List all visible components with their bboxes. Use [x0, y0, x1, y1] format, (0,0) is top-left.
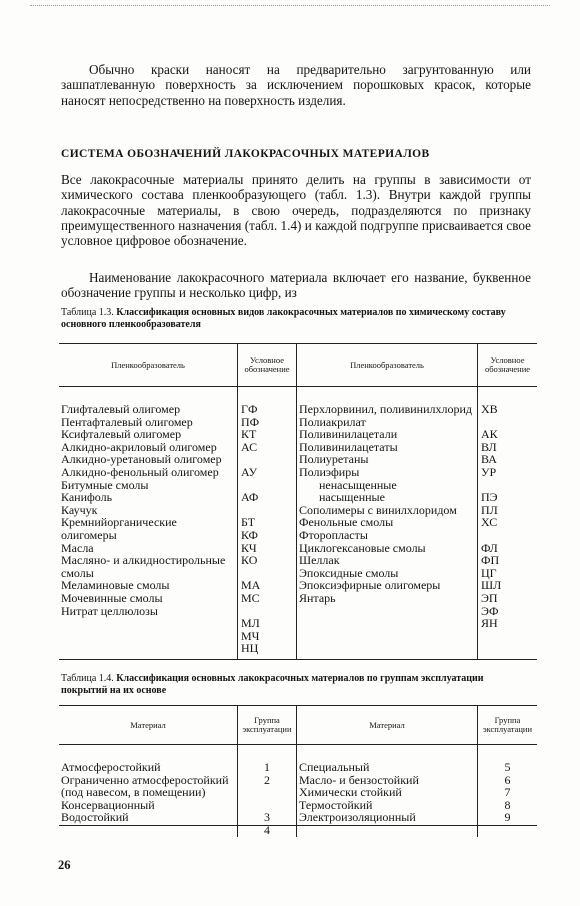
- t13-left-code: МЛ: [241, 616, 260, 631]
- table-1-4-title: Классификация основных лакокрасочных материалов по группам эксплуатации покрытий на их основе: [61, 673, 484, 696]
- t13-right-name: ненасыщенные: [319, 477, 397, 492]
- t14-right-names-column: [296, 745, 477, 837]
- t13-left-name: Мочевинные смолы: [61, 590, 163, 605]
- t13-left-name: Канифоль: [61, 490, 113, 505]
- t13-right-name: Полиакрилат: [299, 414, 366, 429]
- t13-right-name: насыщенные: [319, 490, 385, 505]
- t14-left-name: Ограниченно атмосферостойкий (под навесом, в помещении): [61, 772, 229, 800]
- header-code-right: Условное обозначение: [477, 344, 537, 386]
- t13-left-name: Алкидно-уретановый олигомер: [61, 452, 222, 467]
- t14-right-codes-column: [477, 745, 537, 837]
- t14-right-name: Масло- и бензостойкий: [299, 772, 419, 787]
- table-1-4-body: [59, 745, 537, 837]
- t14-left-names-column: [59, 745, 237, 837]
- t13-right-name: Циклогексановые смолы: [299, 540, 426, 555]
- t13-left-code: МА: [241, 578, 261, 593]
- t13-left-name: Кремнийорганические олигомеры: [61, 515, 177, 542]
- t14-left-name: Водостойкий: [61, 810, 129, 825]
- t13-left-code: АС: [241, 439, 258, 454]
- table-1-3-title: Классификация основных видов лакокрасочных материалов по химическому составу основного пленкообразователя: [61, 307, 506, 330]
- t13-left-name: Глифталевый олигомер: [61, 402, 181, 416]
- t13-left-name: Масла: [61, 540, 94, 555]
- t13-right-code: УР: [481, 464, 497, 479]
- t13-right-code: ВА: [481, 452, 497, 467]
- t13-left-name: Масляно- и алкидностирольные смолы: [61, 553, 226, 580]
- t13-right-code: ВЛ: [481, 439, 497, 454]
- table-1-3: [59, 343, 537, 660]
- paragraph-naming: Наименование лакокрасочного материала включает его название, буквенное обозначение группы и несколько цифр, из: [61, 270, 531, 301]
- t13-right-codes-column: [477, 387, 537, 659]
- t13-right-name: Янтарь: [299, 590, 336, 605]
- t13-left-code: КФ: [241, 527, 258, 542]
- t13-left-name: Каучук: [61, 502, 98, 517]
- top-margin-line: [30, 5, 550, 6]
- t14-left-code: 4: [264, 822, 270, 837]
- t13-right-name: Сополимеры с винилхлоридом: [299, 502, 457, 517]
- t14-left-code: 1: [264, 760, 270, 774]
- t14-left-name: Консервационный: [61, 797, 155, 812]
- t13-right-names-column: [296, 387, 477, 659]
- t14-right-name: Термостойкий: [299, 797, 373, 812]
- t13-left-code: МС: [241, 590, 260, 605]
- header-code-left: Условное обозначение: [237, 344, 296, 386]
- t14-right-code: 5: [504, 760, 511, 774]
- header-material-left: Материал: [130, 719, 166, 730]
- t13-right-name: Шеллак: [299, 553, 340, 568]
- t13-right-code: ЭП: [481, 590, 498, 605]
- t14-left-code: 3: [264, 810, 270, 825]
- t13-left-code: КО: [241, 553, 258, 568]
- table-1-3-header: [59, 343, 537, 387]
- t14-right-code: 8: [504, 797, 511, 812]
- page-number: 26: [58, 858, 71, 872]
- table-1-4-header: [59, 705, 537, 745]
- t13-right-name: Эпоксидные смолы: [299, 565, 399, 580]
- t13-right-code: ФП: [481, 553, 500, 568]
- t13-right-code: ПЛ: [481, 502, 498, 517]
- table-1-3-caption: [61, 307, 531, 330]
- t13-left-name: Меламиновые смолы: [61, 578, 170, 593]
- t13-left-code: НЦ: [241, 641, 259, 656]
- t14-right-code: 7: [504, 785, 511, 800]
- header-film-former-left: Пленкообразователь: [111, 359, 185, 370]
- t13-right-code: ЯН: [481, 616, 498, 631]
- header-group-left: Группа эксплуатации: [237, 706, 296, 744]
- t14-left-name: Атмосферостойкий: [61, 760, 161, 774]
- t13-left-name: Битумные смолы: [61, 477, 149, 492]
- t13-right-name: Поливинилацетали: [299, 427, 398, 442]
- table-1-3-body: [59, 387, 537, 660]
- t14-right-name: Химически стойкий: [299, 785, 402, 800]
- header-group-right: Группа эксплуатации: [477, 706, 537, 744]
- t13-left-code: КЧ: [241, 540, 257, 555]
- t13-left-code: МЧ: [241, 628, 260, 643]
- t13-left-codes-column: [237, 387, 296, 659]
- t13-left-name: Нитрат целлюлозы: [61, 603, 158, 618]
- table-1-4-label: Таблица 1.4.: [61, 673, 114, 684]
- t13-right-name: Фенольные смолы: [299, 515, 394, 530]
- table-1-4: [59, 705, 537, 837]
- t13-right-code: ХВ: [481, 402, 498, 416]
- t13-left-name: Алкидно-акриловый олигомер: [61, 439, 217, 454]
- t13-right-name: Поливинилацетаты: [299, 439, 398, 454]
- t13-right-code: ФЛ: [481, 540, 498, 555]
- t14-left-code: 2: [264, 772, 270, 787]
- t13-left-code: БТ: [241, 515, 256, 530]
- t14-left-codes-column: [237, 745, 296, 837]
- t13-left-code: КТ: [241, 427, 257, 442]
- t13-left-name: Ксифталевый олигомер: [61, 427, 182, 442]
- t13-right-code: АК: [481, 427, 498, 442]
- t13-right-name: Эпоксиэфирные олигомеры: [299, 578, 441, 593]
- table-1-3-label: Таблица 1.3.: [61, 307, 114, 318]
- t13-right-name: Фторопласты: [299, 527, 368, 542]
- t13-right-code: ПЭ: [481, 490, 498, 505]
- t13-right-name: Перхлорвинил, поливинилхлорид: [299, 402, 473, 416]
- header-film-former-right: Пленкообразователь: [296, 344, 477, 386]
- t13-right-code: ШЛ: [481, 578, 502, 593]
- t13-left-names-column: [59, 387, 237, 659]
- t13-left-name: Пентафталевый олигомер: [61, 414, 193, 429]
- t14-right-code: 9: [504, 810, 511, 825]
- section-heading: СИСТЕМА ОБОЗНАЧЕНИЙ ЛАКОКРАСОЧНЫХ МАТЕРИАЛОВ: [61, 148, 430, 160]
- header-material-right: Материал: [296, 706, 477, 744]
- t13-left-code: ПФ: [241, 414, 260, 429]
- paragraph-intro: Обычно краски наносят на предварительно загрунтованную или зашпатлеванную поверхность за исключением порошковых красок, которые наносят непосредственно на поверхность изделия.: [61, 62, 531, 108]
- t14-right-name: Электроизоляционный: [299, 810, 416, 825]
- t13-right-code: ЦГ: [481, 565, 497, 580]
- t13-left-name: Алкидно-фенольный олигомер: [61, 464, 219, 479]
- t13-right-code: ХС: [481, 515, 498, 530]
- t13-left-code: ГФ: [241, 402, 258, 416]
- t13-right-code: ЭФ: [481, 603, 499, 618]
- table-1-4-caption: [61, 673, 531, 696]
- t13-right-name: Полиэфиры: [299, 464, 360, 479]
- t14-right-code: 6: [504, 772, 511, 787]
- t13-right-name: Полиуретаны: [299, 452, 369, 467]
- t14-right-name: Специальный: [299, 760, 370, 774]
- paragraph-groups: Все лакокрасочные материалы принято делить на группы в зависимости от химического состава пленкообразующего (табл. 1.3). Внутри каждой группы лакокрасочные материалы, в свою очередь, подразделяются по признаку преимущественного назначения (табл. 1.4) и каждой подгруппе присваивается свое условное цифровое обозначение.: [61, 172, 531, 249]
- t13-left-code: АУ: [241, 464, 258, 479]
- t13-left-code: АФ: [241, 490, 259, 505]
